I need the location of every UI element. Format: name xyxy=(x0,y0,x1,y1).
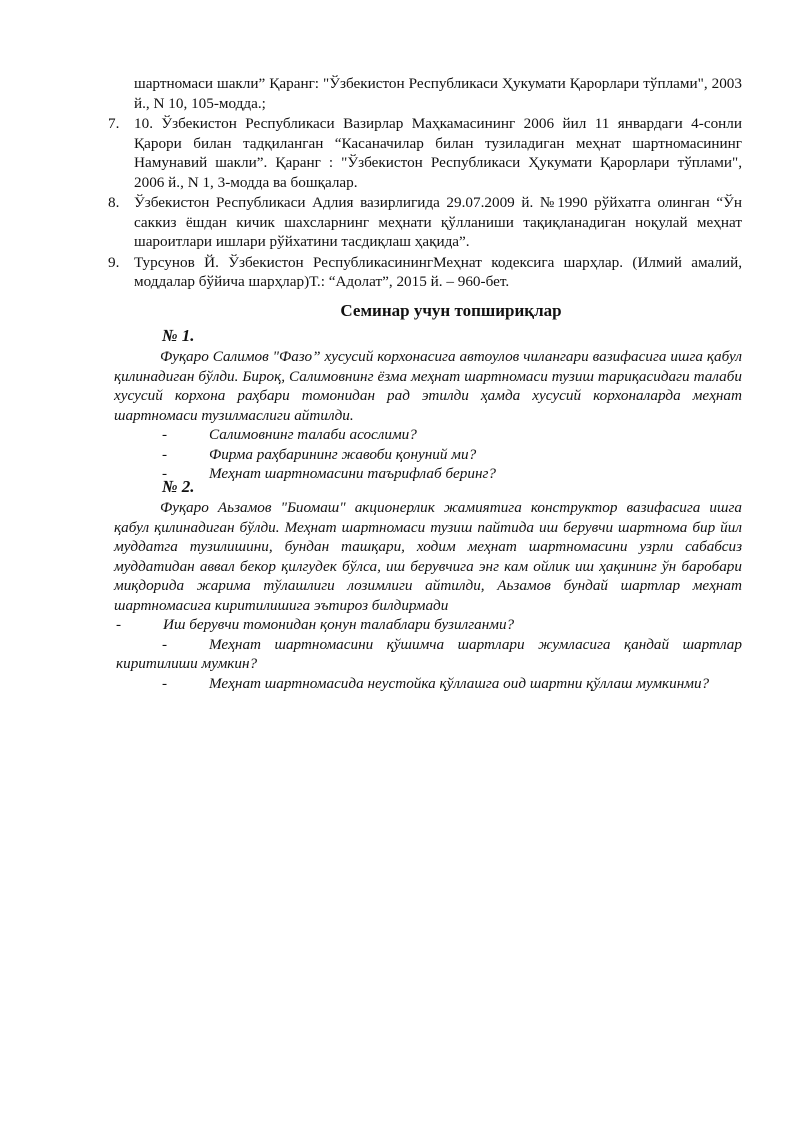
question-text: Фирма раҳбарининг жавоби қонуний ми? xyxy=(209,445,477,463)
question-text: Иш берувчи томонидан қонун талаблари бузилганми? xyxy=(163,616,515,633)
reference-continuation: шартномаси шакли” Қаранг: "Ўзбекистон Республикаси Ҳукумати Қарорлари тўплами", 2003 й., N 10, 105-модда.; xyxy=(134,75,742,112)
question-dash: - xyxy=(162,445,168,463)
question-text: Меҳнат шартномасини қўшимча шартлари жумласига қандай шартлар киритилиши мумкин? xyxy=(116,635,742,672)
reference-text: Ўзбекистон Республикаси Адлия вазирлигида 29.07.2009 й. №1990 рўйхатга олинган “Ўн саккиз ёшдан кичик шахсларнинг меҳнати қўлланиши тақиқланадиган ноқулай меҳнат шароитлари ишлари рўйхатини тасдиқлаш ҳақида”. xyxy=(134,194,742,250)
question-dash: - xyxy=(162,635,168,653)
task-1-body: Фуқаро Салимов "Фазо” хусусий корхонасига автоулов чилангари вазифасига ишга қабул қилинадиган бўлди. Бироқ, Салимовнинг ёзма меҳнат шартномаси тузиш тариқасидаги талаби хусусий корхона раҳбари томонидан рад этилди ҳамда хусусий корхоналарда меҳнат шартномаси тузилмаслиги айтилди. xyxy=(114,348,742,424)
reference-number: 8. xyxy=(108,194,120,211)
seminar-heading: Семинар учун топшириқлар xyxy=(340,301,562,320)
reference-text: Турсунов Й. Ўзбекистон РеспубликасинингМеҳнат кодексига шарҳлар. (Илмий амалий, моддалар бўйича шарҳлар)Т.: “Адолат”, 2015 й. – 960-бет. xyxy=(134,253,742,290)
reference-item xyxy=(108,193,742,252)
question-text: Меҳнат шартномасини таърифлаб беринг? xyxy=(209,465,497,482)
question-text: Салимовнинг талаби асослими? xyxy=(209,426,417,443)
task-1-number: № 1. xyxy=(162,326,195,345)
question-dash: - xyxy=(162,465,168,482)
task-2-question xyxy=(116,635,742,674)
task-2 xyxy=(116,476,742,693)
question-dash: - xyxy=(162,674,168,692)
reference-number: 7. xyxy=(108,115,120,132)
reference-list xyxy=(108,74,742,292)
task-1 xyxy=(116,325,742,484)
reference-number: 9. xyxy=(108,253,120,271)
task-2-question xyxy=(116,615,742,635)
reference-item xyxy=(108,114,742,192)
task-1-question xyxy=(116,425,742,445)
task-2-body: Фуқаро Аьзамов "Биомаш" акционерлик жамиятига конструктор вазифасига ишга қабул қилинадиган бўлди. Меҳнат шартномаси тузиш пайтида иш берувчи шартнома бир йил муддатга тузилишини, бундан ташқари, ходим меҳнат шартномасини узрли сабабсиз муддатидан аввал бекор қилгудек бўлса, иш берувчига энг кам ойлик иш ҳақининг ўн баробари миқдорида жарима тўлашлиги лозимлиги айтилди, Аьзамов бундай шартлар меҳнат шартномасига киритилишига эътироз билдирмади xyxy=(114,499,742,614)
task-2-number: № 2. xyxy=(162,477,195,496)
reference-item xyxy=(108,253,742,292)
task-2-question xyxy=(116,674,742,694)
question-dash: - xyxy=(162,426,168,443)
reference-text: 10. Ўзбекистон Республикаси Вазирлар Маҳкамасининг 2006 йил 11 январдаги 4-сонли Қарори билан тадқиланган “Касаначилар билан тузиладиган меҳнат шартномасининг Намунавий шакли”. Қаранг : "Ўзбекистон Республикаси Ҳукумати Қарорлари тўплами", 2006 й., N 1, 3-модда ва бошқалар. xyxy=(134,115,742,191)
question-dash: - xyxy=(116,616,122,633)
question-text: Меҳнат шартномасида неустойка қўллашга оид шартни қўллаш мумкинми? xyxy=(209,674,710,692)
task-1-question xyxy=(116,445,742,465)
